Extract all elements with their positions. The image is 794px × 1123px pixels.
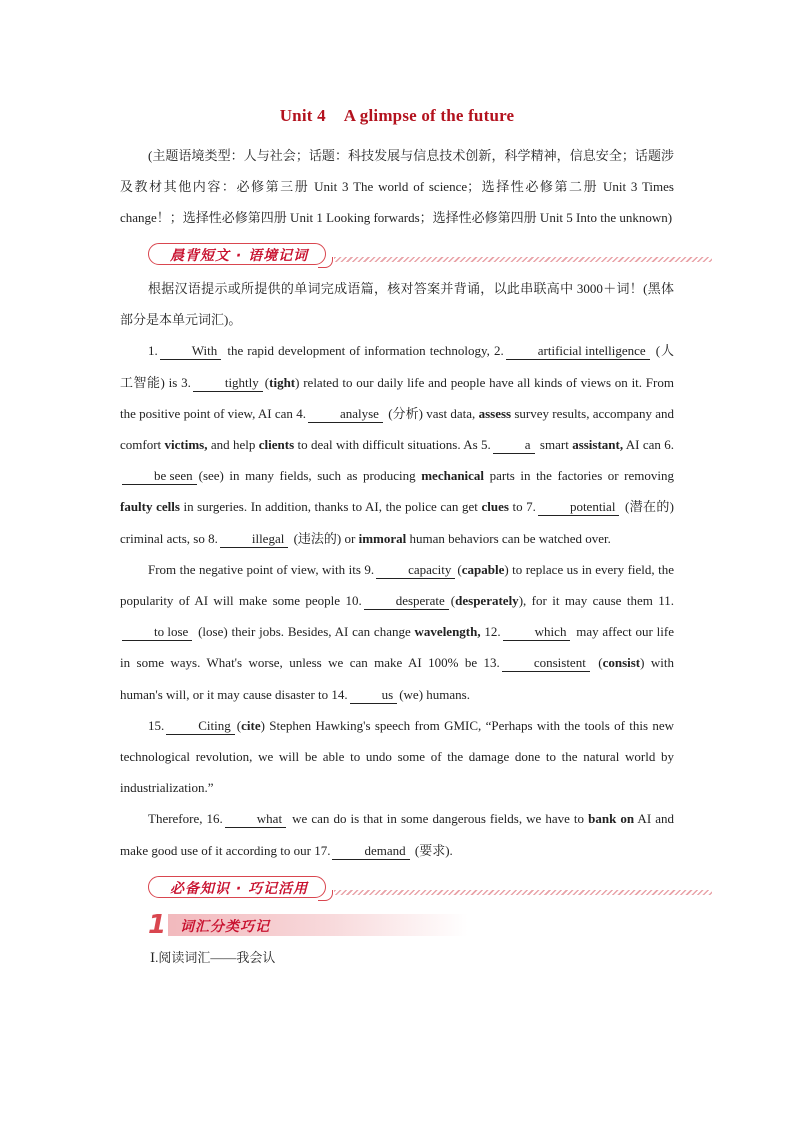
page xyxy=(120,100,674,968)
section-label: 必备知识 · 巧记活用 xyxy=(170,880,309,897)
answer-5: a xyxy=(493,437,535,454)
answer-8: illegal xyxy=(220,531,289,548)
topic-intro: (主题语境类型：人与社会；话题：科技发展与信息技术创新，科学精神，信息安全；话题涉及教材其他内容：必修第三册 Unit 3 The world of science；选择性必修第二册 Unit 3 Times change！；选择性必修第四册 Unit 1 Looking forwards；选择性必修第四册 Unit 5 Into the unknown) xyxy=(120,148,674,225)
section-label: 晨背短文 · 语境记词 xyxy=(170,248,309,264)
answer-1: With xyxy=(160,343,221,360)
answer-16: what xyxy=(225,811,286,828)
roman-item-1: Ⅰ.阅读词汇——我会认 xyxy=(150,949,276,965)
answer-14: us xyxy=(350,687,398,704)
answer-4: analyse xyxy=(308,406,383,423)
section-header-essential-knowledge xyxy=(148,876,674,900)
subsection-label: 词汇分类巧记 xyxy=(180,918,270,935)
unit-number: Unit 4 xyxy=(279,106,326,125)
answer-6: be seen xyxy=(122,468,197,485)
passage-paragraph-1: 1. With the rapid development of information technology, 2. artificial intelligence (人工智能) is 3. tightly (tight) related to our daily life and people have all kinds of views on it. From the positive point of view, AI can 4. analyse (分析) vast data, assess survey results, accompany and comfort victims, and help clients to deal with difficult situations. As 5. a smart assistant, AI can 6.be seen (see) in many fields, such as producing mechanical parts in the factories or removing faulty cells in surgeries. In addition, thanks to AI, the police can get clues to 7. potential (潜在的) criminal acts, so 8. illegal (违法的) or immoral human behaviors can be watched over. xyxy=(120,343,675,546)
subsection-number: 1 xyxy=(148,909,167,940)
answer-17: demand xyxy=(332,843,409,860)
section-divider xyxy=(334,890,712,895)
passage-paragraph-4: Therefore, 16. what we can do is that in some dangerous fields, we have to bank on AI and make good use of it according to our 17. demand (要求). xyxy=(120,811,674,858)
subsection-header xyxy=(148,909,674,940)
section-header-morning-reading xyxy=(148,243,674,267)
answer-10: desperate xyxy=(364,593,449,610)
answer-3: tightly xyxy=(193,375,263,392)
unit-name: A glimpse of the future xyxy=(343,106,515,125)
answer-13: consistent xyxy=(502,655,590,672)
page-title xyxy=(120,106,674,126)
answer-11: to lose xyxy=(122,624,192,641)
answer-9: capacity xyxy=(376,562,455,579)
answer-7: potential xyxy=(538,499,620,516)
instructions: 根据汉语提示或所提供的单词完成语篇，核对答案并背诵，以此串联高中 3000＋词！(黑体部分是本单元词汇)。 xyxy=(120,281,674,328)
answer-12: which xyxy=(503,624,571,641)
passage-paragraph-2: From the negative point of view, with its 9. capacity (capable) to replace us in every field, the popularity of AI will make some people 10. desperate (desperately), for it may cause them 11.to lose (lose) their jobs. Besides, AI can change wavelength, 12. which may affect our life in some ways. What's worse, unless we can make AI 100% be 13. consistent (consist) with human's will, or it may cause disaster to 14. us (we) humans. xyxy=(120,561,674,702)
answer-2: artificial intelligence xyxy=(506,343,650,360)
section-divider xyxy=(334,257,712,262)
answer-15: Citing xyxy=(166,718,235,735)
passage-paragraph-3: 15. Citing (cite) Stephen Hawking's speech from GMIC, “Perhaps with the tools of this new technological revolution, we will be able to undo some of the damage done to the natural world by industrialization.” xyxy=(120,717,674,796)
